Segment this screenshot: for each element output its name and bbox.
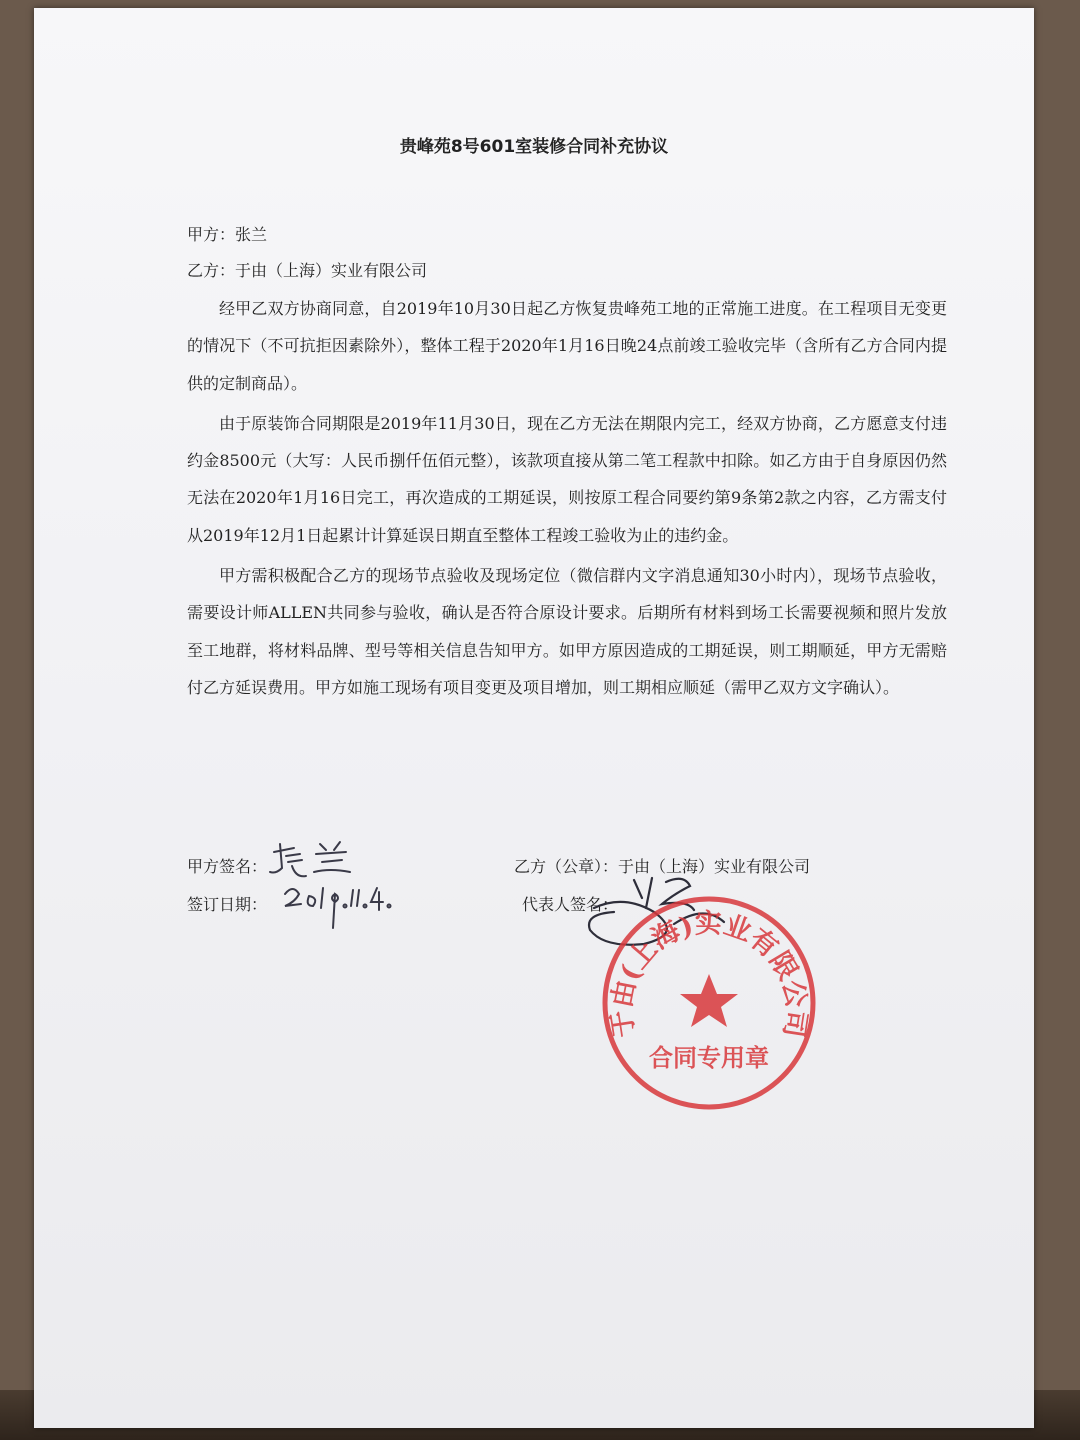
party-b-seal-label: 乙方（公章）：于由（上海）实业有限公司 [514,857,811,876]
party-a-line: 甲方：张兰 [187,225,268,244]
sign-date-handwritten [279,874,399,934]
seal-star-icon [680,974,738,1027]
paragraph-schedule: 经甲乙双方协商同意，自2019年10月30日起乙方恢复贵峰苑工地的正常施工进度。在工程项目无变更的情况下（不可抗拒因素除外），整体工程于2020年1月16日晚24点前竣工验收完毕（含所有乙方合同内提供的定制商品）。 [187,299,947,393]
party-a-sign-label: 甲方签名： [187,857,268,876]
document-title: 贵峰苑8号601室装修合同补充协议 [399,137,669,157]
paragraph-obligations: 甲方需积极配合乙方的现场节点验收及现场定位（微信群内文字消息通知30小时内），现场节点验收，需要设计师ALLEN共同参与验收，确认是否符合原设计要求。后期所有材料到场工长需要视频和照片发放至工地群，将材料品牌、型号等相关信息告知甲方。如甲方原因造成的工期延误，则工期顺延，甲方无需赔付乙方延误费用。甲方如施工现场有项目变更及项目增加，则工期相应顺延（需甲乙双方文字确认）。 [187,566,947,697]
contract-page [34,8,1034,1428]
representative-sign-label: 代表人签名： [522,895,619,914]
agreement-body [187,290,947,709]
sign-date-label: 签订日期： [187,895,268,914]
paragraph-penalty: 由于原装饰合同期限是2019年11月30日，现在乙方无法在期限内完工，经双方协商，乙方愿意支付违约金8500元（大写：人民币捌仟伍佰元整），该款项直接从第二笔工程款中扣除。如乙方由于自身原因仍然无法在2020年1月16日完工，再次造成的工期延误，则按原工程合同要约第9条第2款之内容，乙方需支付从2019年12月1日起累计计算延误日期直至整体工程竣工验收为止的违约金。 [187,413,947,545]
seal-purpose-text: 合同专用章 [649,1043,769,1072]
seal-company-text: 于由(上海)实业有限公司 [606,908,812,1040]
party-b-line: 乙方：于由（上海）实业有限公司 [187,261,428,280]
company-seal-stamp [594,888,824,1118]
